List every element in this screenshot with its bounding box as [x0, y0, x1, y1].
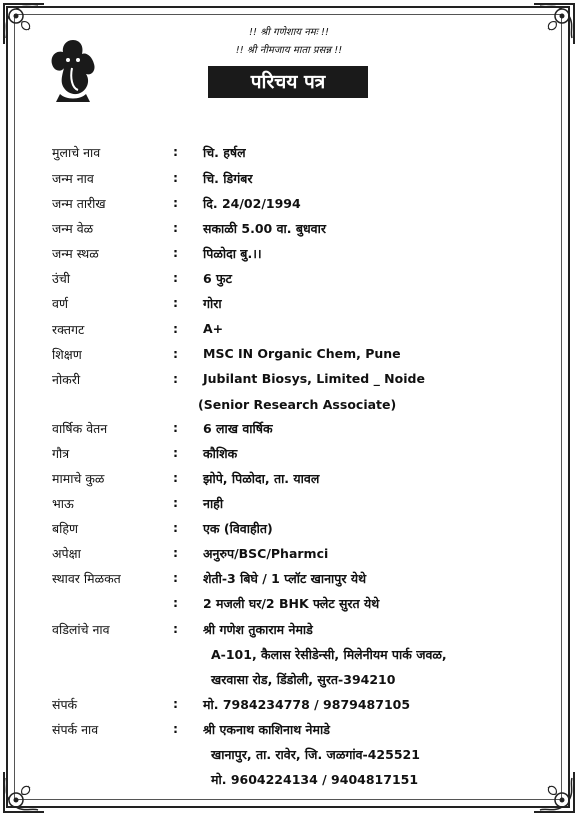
detail-row-brother: भाऊ : नाही [52, 495, 224, 511]
detail-row-maternal-clan: मामाचे कुळ : झोपे, पिळोदा, ता. यावल [52, 470, 320, 486]
row-label: गौत्र [52, 446, 70, 461]
detail-row-name: मुलाचे नाव : चि. हर्षल [52, 144, 246, 160]
row-value: मो. 7984234778 / 9879487105 [203, 697, 411, 712]
detail-row-job-title [0, 397, 578, 419]
detail-row-property: स्थावर मिळकत : शेती-3 बिघे / 1 प्लॉट खानापुर येथे [52, 570, 367, 586]
row-value: नाही [203, 496, 224, 511]
row-label: वर्ण [52, 296, 68, 311]
row-value: Jubilant Biosys, Limited _ Noide [203, 371, 425, 386]
detail-row-complexion: वर्ण : गोरा [52, 295, 222, 311]
row-value: 6 फुट [203, 271, 232, 286]
row-label: जन्म नाव [52, 171, 94, 186]
row-label: मुलाचे नाव [52, 145, 101, 160]
row-label: शिक्षण [52, 347, 82, 362]
row-label: भाऊ [52, 496, 74, 511]
row-label: जन्म वेळ [52, 221, 94, 236]
row-value: (Senior Research Associate) [198, 397, 397, 412]
detail-row-birth-name: जन्म नाव : चि. डिगंबर [52, 170, 253, 186]
detail-row-property-2: : 2 मजली घर/2 BHK फ्लेट सुरत येथे [173, 595, 380, 611]
row-value: चि. डिगंबर [203, 171, 253, 186]
row-value: अनुरुप/BSC/Pharmci [203, 546, 329, 561]
blessing-line-1: !! श्री गणेशाय नमः !! [248, 27, 330, 38]
row-value: पिळोदा बु.।। [203, 246, 262, 261]
row-value: सकाळी 5.00 वा. बुधवार [203, 221, 326, 236]
page-title: परिचय पत्र [208, 66, 368, 98]
row-label: जन्म स्थळ [52, 246, 99, 261]
detail-row-contact-name: संपर्क नाव : श्री एकनाथ काशिनाथ नेमाडे [52, 721, 330, 737]
row-label: रक्तगट [52, 322, 85, 337]
row-label: संपर्क [52, 697, 78, 712]
row-label: नोकरी [52, 372, 81, 387]
row-label: बहिण [52, 521, 79, 536]
row-value: मो. 9604224134 / 9404817151 [211, 772, 419, 787]
row-value: MSC IN Organic Chem, Pune [203, 346, 401, 361]
detail-row-job: नोकरी : Jubilant Biosys, Limited _ Noide [52, 371, 425, 387]
detail-row-contact: संपर्क : मो. 7984234778 / 9879487105 [52, 696, 411, 712]
blessing-line-2: !! श्री नीमजाय माता प्रसन्न !! [235, 45, 343, 56]
detail-row-father-name: वडिलांचे नाव : श्री गणेश तुकाराम नेमाडे [52, 621, 313, 637]
row-label: संपर्क नाव [52, 722, 99, 737]
row-value: गोरा [203, 296, 222, 311]
row-value: श्री एकनाथ काशिनाथ नेमाडे [203, 722, 330, 737]
detail-row-contact-address [0, 746, 578, 768]
row-label: जन्म तारीख [52, 196, 106, 211]
row-value: दि. 24/02/1994 [203, 196, 301, 211]
detail-row-father-address-1 [0, 646, 578, 668]
row-label: मामाचे कुळ [52, 471, 105, 486]
row-value: A+ [203, 321, 224, 336]
row-value: A-101, कैलास रेसीडेन्सी, मिलेनीयम पार्क जवळ, [211, 647, 447, 662]
row-label: वडिलांचे नाव [52, 622, 110, 637]
row-label: स्थावर मिळकत [52, 571, 121, 586]
row-value: 2 मजली घर/2 BHK फ्लेट सुरत येथे [203, 596, 380, 611]
detail-row-birth-time: जन्म वेळ : सकाळी 5.00 वा. बुधवार [52, 220, 326, 236]
row-value: कौशिक [203, 446, 238, 461]
row-value: खानापुर, ता. रावेर, जि. जळगांव-425521 [211, 747, 420, 762]
row-value: खरवासा रोड, डिंडोली, सुरत-394210 [211, 672, 396, 687]
detail-row-expectation: अपेक्षा : अनुरुप/BSC/Pharmci [52, 545, 329, 561]
row-value: एक (विवाहीत) [203, 521, 273, 536]
row-label: उंची [52, 271, 71, 286]
detail-row-salary: वार्षिक वेतन : 6 लाख वार्षिक [52, 420, 273, 436]
detail-row-birth-date: जन्म तारीख : दि. 24/02/1994 [52, 195, 301, 211]
detail-row-birth-place: जन्म स्थळ : पिळोदा बु.।। [52, 245, 262, 261]
detail-row-height: उंची : 6 फुट [52, 270, 232, 286]
detail-row-education: शिक्षण : MSC IN Organic Chem, Pune [52, 346, 401, 362]
row-label: अपेक्षा [52, 546, 81, 561]
detail-row-sister: बहिण : एक (विवाहीत) [52, 520, 273, 536]
row-value: शेती-3 बिघे / 1 प्लॉट खानापुर येथे [203, 571, 367, 586]
detail-row-father-address-2 [0, 671, 578, 693]
detail-row-gotra: गौत्र : कौशिक [52, 445, 238, 461]
row-value: झोपे, पिळोदा, ता. यावल [203, 471, 320, 486]
detail-row-contact-phone [0, 771, 578, 793]
row-label: वार्षिक वेतन [52, 421, 108, 436]
row-value: चि. हर्षल [203, 145, 246, 160]
detail-row-blood-group: रक्तगट : A+ [52, 321, 224, 337]
row-value: 6 लाख वार्षिक [203, 421, 273, 436]
row-value: श्री गणेश तुकाराम नेमाडे [203, 622, 313, 637]
